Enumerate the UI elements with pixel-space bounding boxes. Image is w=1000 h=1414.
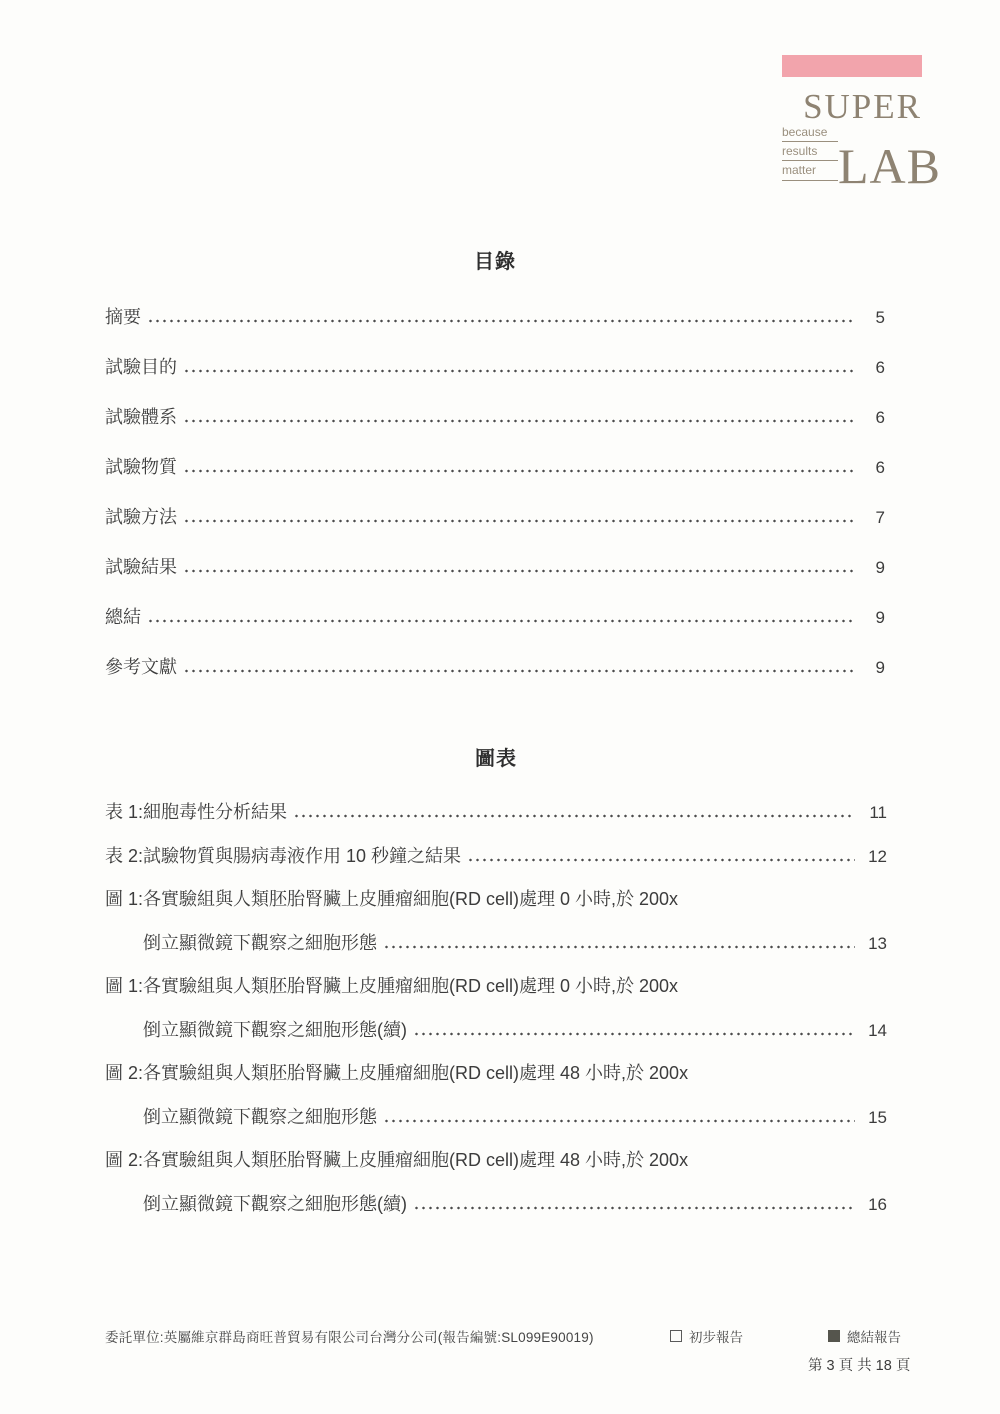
figure-entry-line <box>143 1009 887 1053</box>
figure-entry-text: 各實驗組與人類胚胎腎臟上皮腫瘤細胞(RD cell)處理 0 小時,於 200x <box>143 976 679 996</box>
preliminary-report-option <box>670 1326 743 1346</box>
figures-title: 圖表 <box>475 748 517 770</box>
figure-entry-page: 16 <box>868 1194 887 1214</box>
figure-entry-text: 各實驗組與人類胚胎腎臟上皮腫瘤細胞(RD cell)處理 0 小時,於 200x <box>143 889 679 909</box>
figures-list <box>105 791 887 1226</box>
figure-entry-page: 12 <box>868 846 887 866</box>
dot-leader <box>293 814 855 818</box>
dot-leader <box>183 469 853 473</box>
figure-entry-text: 試驗物質與腸病毒液作用 10 秒鐘之結果 <box>143 845 462 866</box>
figure-entry-line <box>143 965 887 1009</box>
toc-entry-page: 7 <box>875 508 885 527</box>
figure-entry-line <box>143 1096 887 1140</box>
toc-entry <box>105 492 885 542</box>
figure-entry-line <box>143 1052 887 1096</box>
client-info: 委託單位:英屬維京群島商旺普貿易有限公司台灣分公司(報告編號:SL099E90019) <box>105 1330 594 1345</box>
toc-entry-page: 9 <box>875 558 885 577</box>
toc-entry-page: 6 <box>875 408 885 427</box>
dot-leader <box>383 1119 855 1123</box>
checkbox-checked-icon <box>828 1330 840 1342</box>
toc-entry-page: 9 <box>875 608 885 627</box>
toc-entry-label: 試驗體系 <box>105 407 177 427</box>
dot-leader <box>383 945 855 949</box>
logo-lower-row <box>782 125 941 194</box>
toc-entry <box>105 542 885 592</box>
figure-entry <box>105 1052 887 1139</box>
figure-entry-page: 11 <box>869 803 887 822</box>
toc-entry-label: 試驗方法 <box>105 507 177 527</box>
toc-entry-page: 6 <box>875 358 885 377</box>
toc-entry-page: 6 <box>875 458 885 477</box>
logo-tagline-word: matter <box>782 164 838 180</box>
dot-leader <box>183 369 853 373</box>
figure-entry <box>105 965 887 1052</box>
figure-entry-label: 圖 1: <box>105 976 144 996</box>
toc-list <box>105 292 885 692</box>
dot-leader <box>183 519 853 523</box>
figure-entry-text: 倒立顯微鏡下觀察之細胞形態 <box>143 932 378 953</box>
dot-leader <box>183 419 853 423</box>
figure-entry <box>105 791 887 835</box>
figure-entry-text: 細胞毒性分析結果 <box>143 802 288 822</box>
logo-lab-text: LAB <box>838 137 941 194</box>
checkbox-unchecked-icon <box>670 1330 682 1342</box>
figure-entry-page: 14 <box>868 1020 887 1040</box>
toc-title: 目錄 <box>474 251 516 273</box>
logo-super-text: SUPER <box>803 87 922 126</box>
figure-entry-body <box>143 965 887 1052</box>
preliminary-report-label: 初步報告 <box>689 1330 743 1345</box>
toc-entry <box>105 292 885 342</box>
superlab-logo <box>782 55 941 194</box>
figure-entry-line <box>143 922 887 966</box>
figure-entry-line <box>143 1183 887 1227</box>
figure-entry-label: 圖 1: <box>105 889 144 909</box>
dot-leader <box>467 858 855 862</box>
dot-leader <box>147 319 853 323</box>
figure-entry-body <box>143 791 887 835</box>
figure-entry-page: 15 <box>868 1107 887 1127</box>
figure-entry-body <box>143 1139 887 1226</box>
toc-entry-label: 試驗物質 <box>105 457 177 477</box>
logo-tagline-word: results <box>782 145 838 161</box>
figure-entry-text: 倒立顯微鏡下觀察之細胞形態 <box>143 1106 378 1127</box>
logo-tagline <box>782 126 838 189</box>
toc-entry-label: 試驗目的 <box>105 357 177 377</box>
figure-entry-page: 13 <box>868 933 887 953</box>
dot-leader <box>183 569 853 573</box>
dot-leader <box>147 619 853 623</box>
figure-entry-label: 圖 2: <box>105 1150 144 1170</box>
logo-accent-bar <box>782 55 922 77</box>
figure-entry-label: 表 1: <box>105 802 144 822</box>
toc-entry-label: 參考文獻 <box>105 657 177 677</box>
toc-entry <box>105 342 885 392</box>
figure-entry-body <box>143 835 887 879</box>
toc-entry <box>105 392 885 442</box>
figure-entry <box>105 835 887 879</box>
figure-entry-label: 圖 2: <box>105 1063 144 1083</box>
final-report-label: 總結報告 <box>847 1330 901 1345</box>
dot-leader <box>183 669 853 673</box>
figures-section <box>105 742 887 1226</box>
toc-entry-page: 9 <box>875 658 885 677</box>
figure-entry <box>105 1139 887 1226</box>
page-indicator: 第 3 頁 共 18 頁 <box>808 1358 911 1374</box>
figure-entry-text: 各實驗組與人類胚胎腎臟上皮腫瘤細胞(RD cell)處理 48 小時,於 200x <box>143 1063 689 1083</box>
figure-entry-body <box>143 1052 887 1139</box>
toc-entry <box>105 442 885 492</box>
figure-entry-text: 各實驗組與人類胚胎腎臟上皮腫瘤細胞(RD cell)處理 48 小時,於 200x <box>143 1150 689 1170</box>
toc-entry <box>105 592 885 642</box>
figure-entry-text: 倒立顯微鏡下觀察之細胞形態(續) <box>143 1193 408 1214</box>
figure-entry-line <box>143 835 887 879</box>
toc-entry-page: 5 <box>875 308 885 327</box>
figure-entry-line <box>143 791 887 835</box>
figure-entry-label: 表 2: <box>105 845 144 866</box>
figure-entry-line <box>143 1139 887 1183</box>
logo-tagline-word: because <box>782 126 838 142</box>
toc-section <box>105 245 885 692</box>
dot-leader <box>413 1206 855 1210</box>
toc-entry-label: 試驗結果 <box>105 557 177 577</box>
toc-entry-label: 總結 <box>105 607 141 627</box>
footer <box>0 1322 1000 1392</box>
figure-entry-text: 倒立顯微鏡下觀察之細胞形態(續) <box>143 1019 408 1040</box>
final-report-option <box>828 1326 901 1346</box>
figure-entry <box>105 878 887 965</box>
figure-entry-line <box>143 878 887 922</box>
toc-entry-label: 摘要 <box>105 307 141 327</box>
figure-entry-body <box>143 878 887 965</box>
dot-leader <box>413 1032 855 1036</box>
toc-entry <box>105 642 885 692</box>
